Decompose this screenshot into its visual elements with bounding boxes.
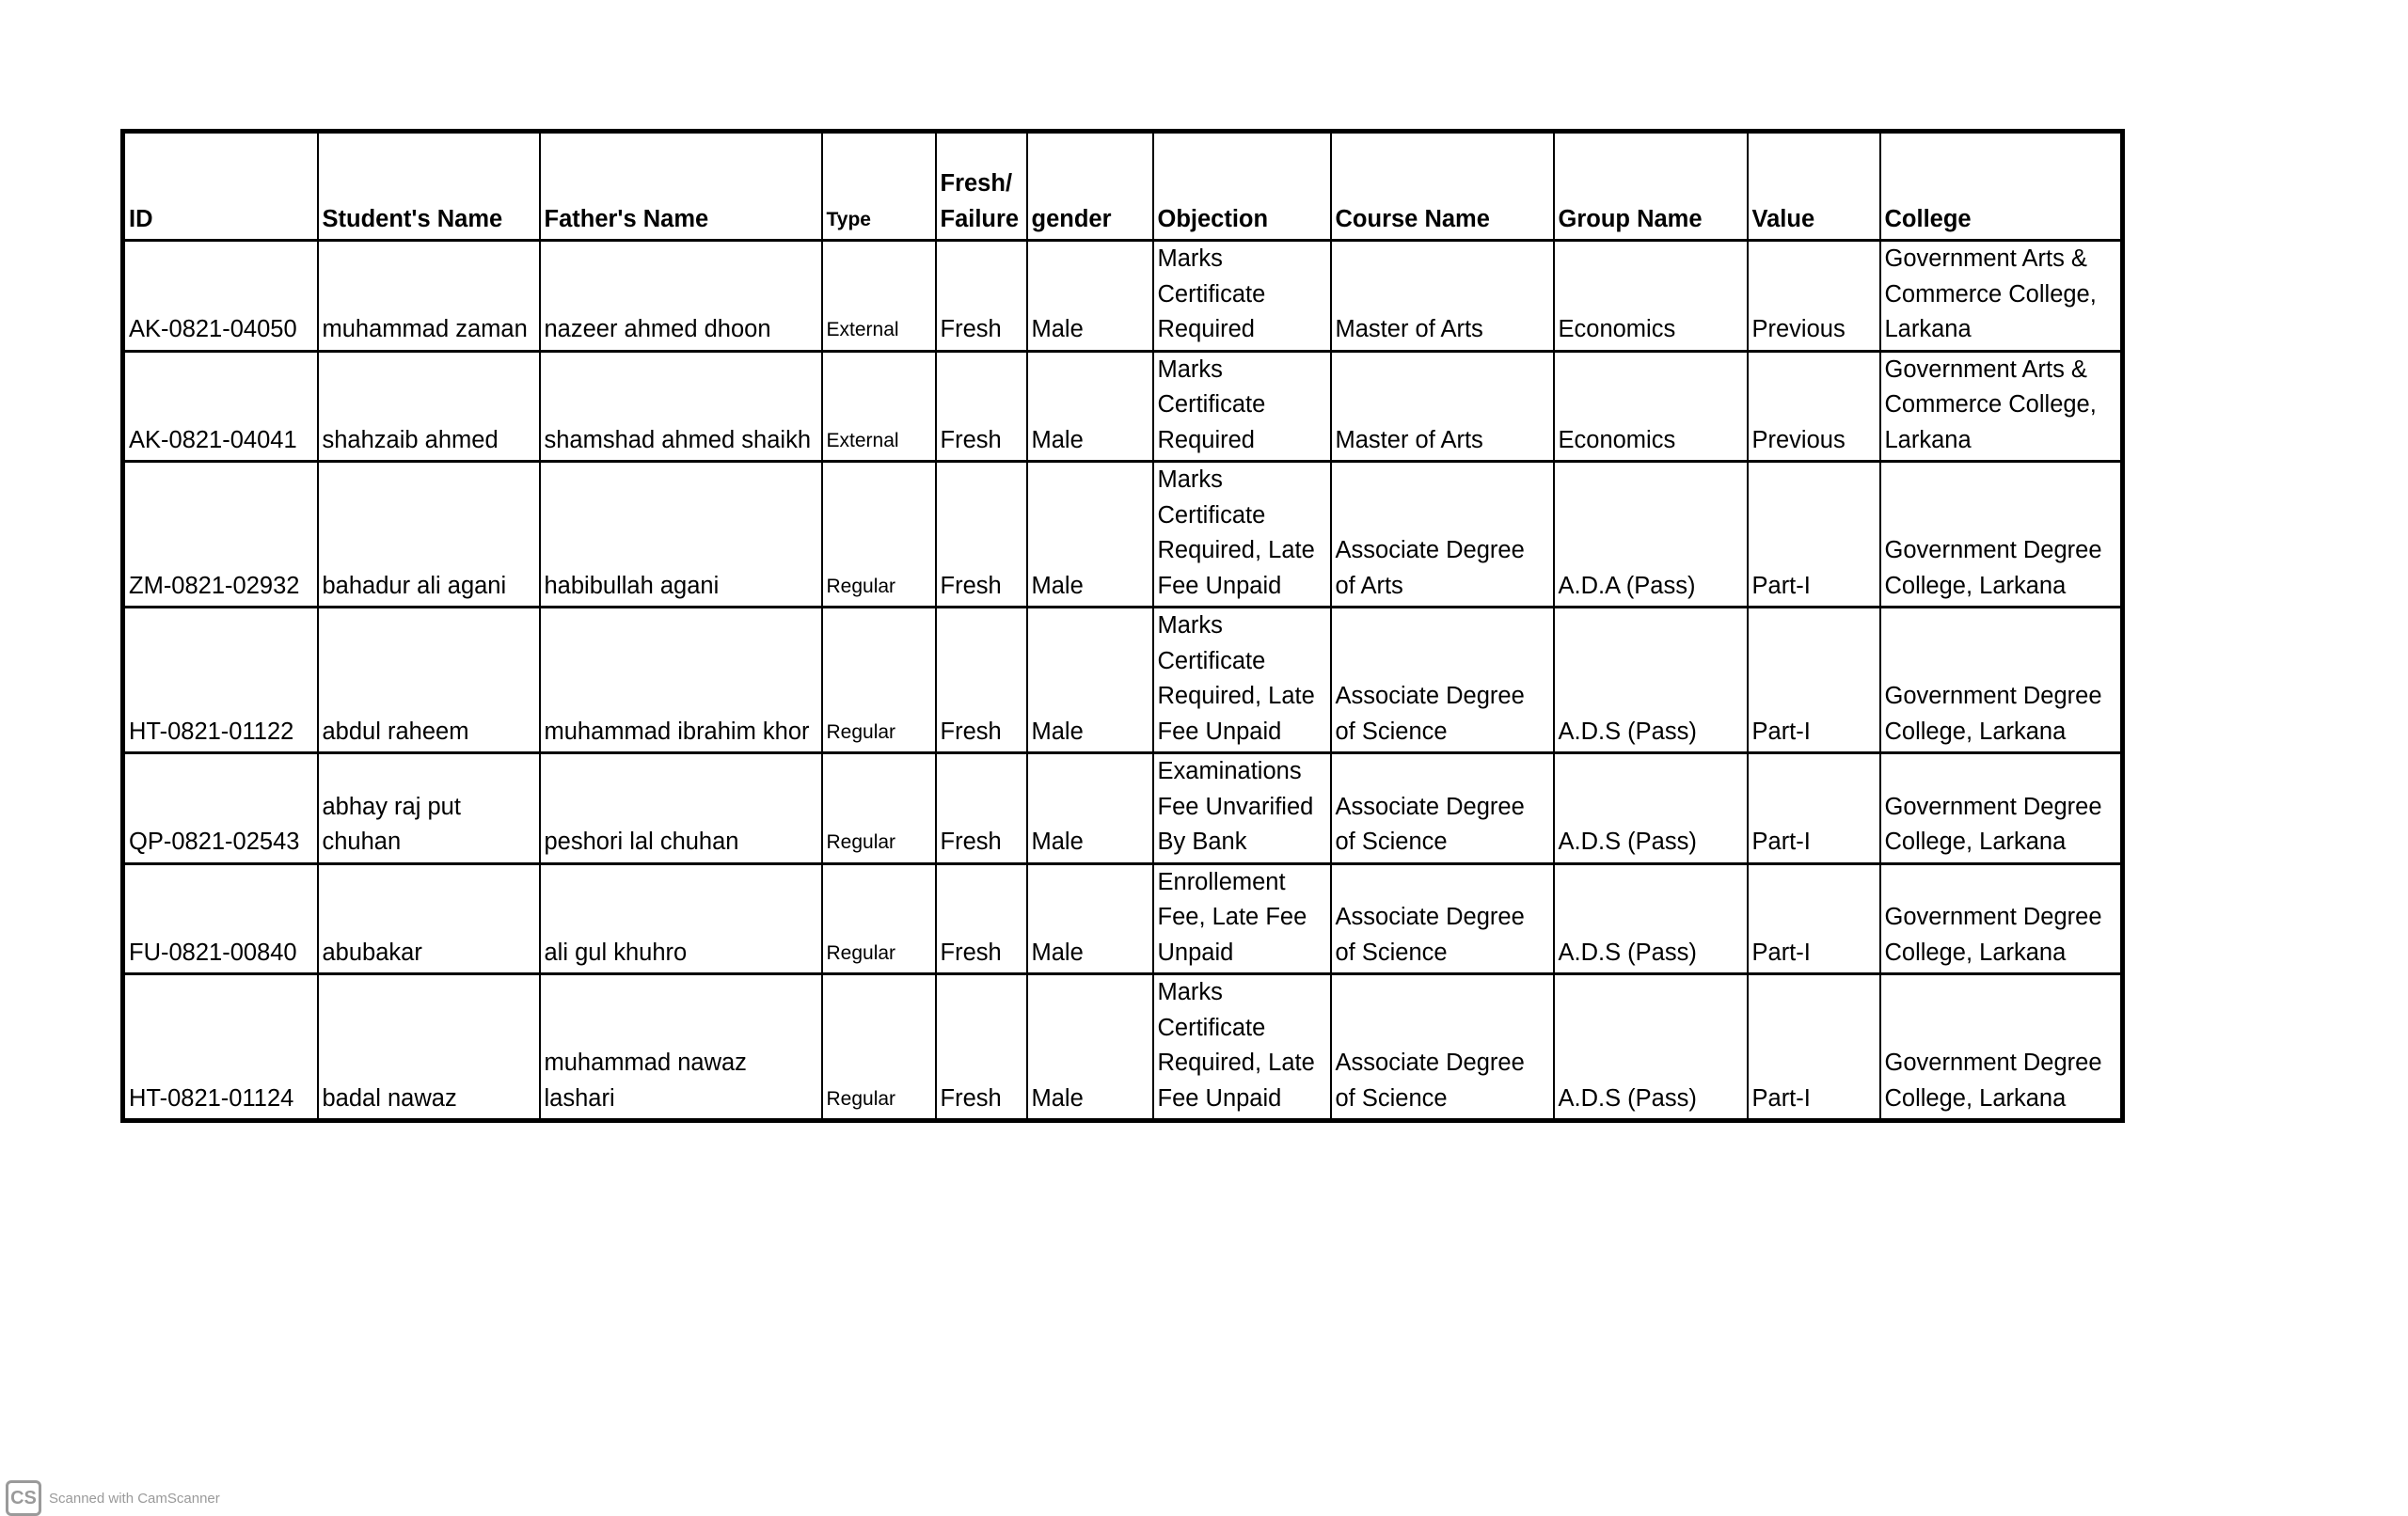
cell-fresh-failure: Fresh bbox=[936, 241, 1027, 352]
cell-college: Government Degree College, Larkana bbox=[1880, 753, 2123, 864]
cell-objection: Marks Certificate Required, Late Fee Unpaid bbox=[1153, 462, 1331, 608]
cell-fresh-failure: Fresh bbox=[936, 608, 1027, 753]
cell-gender: Male bbox=[1027, 462, 1153, 608]
cell-type: External bbox=[822, 241, 936, 352]
cell-student-name: abhay raj put chuhan bbox=[318, 753, 540, 864]
cell-id: QP-0821-02543 bbox=[123, 753, 318, 864]
header-father-name: Father's Name bbox=[540, 132, 822, 241]
cell-college: Government Degree College, Larkana bbox=[1880, 462, 2123, 608]
cell-value: Part-I bbox=[1748, 753, 1880, 864]
table-row bbox=[123, 863, 2123, 974]
table-row bbox=[123, 974, 2123, 1121]
cell-type: Regular bbox=[822, 608, 936, 753]
header-type: Type bbox=[822, 132, 936, 241]
cell-student-name: badal nawaz bbox=[318, 974, 540, 1121]
cell-value: Part-I bbox=[1748, 462, 1880, 608]
header-value: Value bbox=[1748, 132, 1880, 241]
cell-value: Part-I bbox=[1748, 863, 1880, 974]
cell-father-name: ali gul khuhro bbox=[540, 863, 822, 974]
cell-objection: Enrollement Fee, Late Fee Unpaid bbox=[1153, 863, 1331, 974]
cell-course-name: Associate Degree of Science bbox=[1331, 974, 1554, 1121]
header-group-name: Group Name bbox=[1554, 132, 1748, 241]
cell-fresh-failure: Fresh bbox=[936, 974, 1027, 1121]
cell-fresh-failure: Fresh bbox=[936, 753, 1027, 864]
header-college: College bbox=[1880, 132, 2123, 241]
cell-group-name: Economics bbox=[1554, 241, 1748, 352]
cell-id: HT-0821-01124 bbox=[123, 974, 318, 1121]
cell-college: Government Arts & Commerce College, Larkana bbox=[1880, 351, 2123, 462]
cell-id: AK-0821-04050 bbox=[123, 241, 318, 352]
cell-student-name: abdul raheem bbox=[318, 608, 540, 753]
cell-type: Regular bbox=[822, 753, 936, 864]
cell-father-name: nazeer ahmed dhoon bbox=[540, 241, 822, 352]
cell-objection: Examinations Fee Unvarified By Bank bbox=[1153, 753, 1331, 864]
table-row bbox=[123, 241, 2123, 352]
header-objection: Objection bbox=[1153, 132, 1331, 241]
cell-id: FU-0821-00840 bbox=[123, 863, 318, 974]
cell-group-name: A.D.S (Pass) bbox=[1554, 753, 1748, 864]
cell-father-name: shamshad ahmed shaikh bbox=[540, 351, 822, 462]
cell-value: Part-I bbox=[1748, 608, 1880, 753]
cell-student-name: abubakar bbox=[318, 863, 540, 974]
cell-father-name: muhammad ibrahim khor bbox=[540, 608, 822, 753]
cell-gender: Male bbox=[1027, 974, 1153, 1121]
cell-type: External bbox=[822, 351, 936, 462]
table-row bbox=[123, 462, 2123, 608]
cell-course-name: Associate Degree of Science bbox=[1331, 608, 1554, 753]
header-fresh-failure: Fresh/ Failure bbox=[936, 132, 1027, 241]
cell-value: Part-I bbox=[1748, 974, 1880, 1121]
cell-gender: Male bbox=[1027, 608, 1153, 753]
cell-group-name: A.D.S (Pass) bbox=[1554, 608, 1748, 753]
cell-course-name: Master of Arts bbox=[1331, 351, 1554, 462]
cell-group-name: A.D.A (Pass) bbox=[1554, 462, 1748, 608]
cell-course-name: Associate Degree of Arts bbox=[1331, 462, 1554, 608]
watermark-text: Scanned with CamScanner bbox=[49, 1490, 220, 1507]
table-row bbox=[123, 351, 2123, 462]
cell-value: Previous bbox=[1748, 241, 1880, 352]
cell-course-name: Associate Degree of Science bbox=[1331, 863, 1554, 974]
cell-father-name: peshori lal chuhan bbox=[540, 753, 822, 864]
camscanner-logo-icon: CS bbox=[6, 1480, 41, 1516]
cell-type: Regular bbox=[822, 974, 936, 1121]
cell-objection: Marks Certificate Required bbox=[1153, 351, 1331, 462]
cell-gender: Male bbox=[1027, 863, 1153, 974]
cell-group-name: Economics bbox=[1554, 351, 1748, 462]
cell-gender: Male bbox=[1027, 753, 1153, 864]
cell-group-name: A.D.S (Pass) bbox=[1554, 974, 1748, 1121]
header-course-name: Course Name bbox=[1331, 132, 1554, 241]
cell-college: Government Degree College, Larkana bbox=[1880, 863, 2123, 974]
cell-id: ZM-0821-02932 bbox=[123, 462, 318, 608]
cell-student-name: bahadur ali agani bbox=[318, 462, 540, 608]
cell-id: AK-0821-04041 bbox=[123, 351, 318, 462]
cell-student-name: shahzaib ahmed bbox=[318, 351, 540, 462]
cell-college: Government Degree College, Larkana bbox=[1880, 608, 2123, 753]
cell-gender: Male bbox=[1027, 241, 1153, 352]
cell-fresh-failure: Fresh bbox=[936, 351, 1027, 462]
cell-type: Regular bbox=[822, 462, 936, 608]
table-row bbox=[123, 753, 2123, 864]
cell-college: Government Degree College, Larkana bbox=[1880, 974, 2123, 1121]
cell-fresh-failure: Fresh bbox=[936, 863, 1027, 974]
header-row bbox=[123, 132, 2123, 241]
cell-value: Previous bbox=[1748, 351, 1880, 462]
cell-objection: Marks Certificate Required, Late Fee Unpaid bbox=[1153, 974, 1331, 1121]
cell-objection: Marks Certificate Required, Late Fee Unpaid bbox=[1153, 608, 1331, 753]
cell-course-name: Master of Arts bbox=[1331, 241, 1554, 352]
objection-table bbox=[120, 129, 2125, 1123]
camscanner-watermark bbox=[6, 1480, 220, 1516]
cell-id: HT-0821-01122 bbox=[123, 608, 318, 753]
header-id: ID bbox=[123, 132, 318, 241]
cell-father-name: muhammad nawaz lashari bbox=[540, 974, 822, 1121]
cell-type: Regular bbox=[822, 863, 936, 974]
table-row bbox=[123, 608, 2123, 753]
cell-group-name: A.D.S (Pass) bbox=[1554, 863, 1748, 974]
header-student-name: Student's Name bbox=[318, 132, 540, 241]
cell-objection: Marks Certificate Required bbox=[1153, 241, 1331, 352]
cell-gender: Male bbox=[1027, 351, 1153, 462]
cell-student-name: muhammad zaman bbox=[318, 241, 540, 352]
cell-father-name: habibullah agani bbox=[540, 462, 822, 608]
cell-college: Government Arts & Commerce College, Larkana bbox=[1880, 241, 2123, 352]
cell-course-name: Associate Degree of Science bbox=[1331, 753, 1554, 864]
cell-fresh-failure: Fresh bbox=[936, 462, 1027, 608]
header-gender: gender bbox=[1027, 132, 1153, 241]
